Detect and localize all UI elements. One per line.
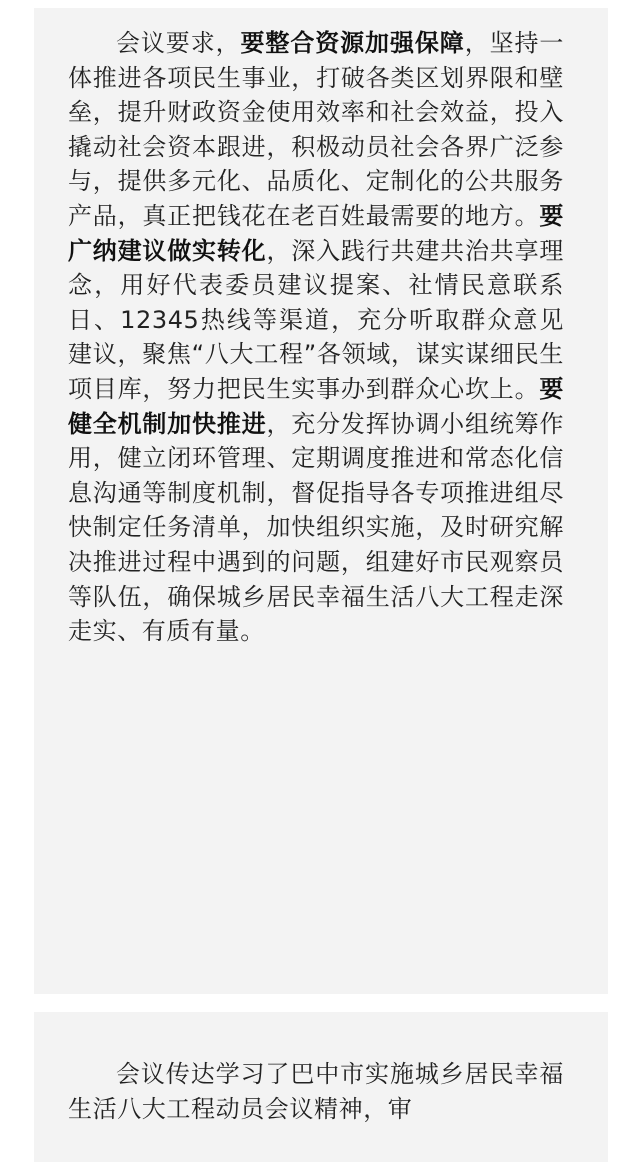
- bold-phrase-resources: 要整合资源加强保障: [240, 29, 465, 57]
- body-text-resources: ，坚持一体推进各项民生事业，打破各类区划界限和壁垒，提升财政资金使用效率和社会效益，投入撬动社会资本跟进，积极动员社会各界广泛参与，提供多元化、品质化、定制化的公共服务产品，真正把钱花在老百姓最需要的地方。: [68, 29, 565, 230]
- lead-text: 会议要求，: [116, 29, 241, 57]
- article-paragraph-requirements: [68, 26, 564, 649]
- body-text-suggestions: ，深入践行共建共治共享理念，用好代表委员建议提案、社情民意联系日、12345热线等渠道，充分听取群众意见建议，聚焦“八大工程”各领域，谋实谋细民生项目库，努力把民生实事办到群众心坎上。: [68, 236, 564, 403]
- article-paragraph-meeting: 会议传达学习了巴中市实施城乡居民幸福生活八大工程动员会议精神，审: [68, 1060, 564, 1123]
- bold-phrase-mechanism: 要健全机制加快推进: [68, 374, 564, 438]
- bottom-fade: [34, 1140, 608, 1162]
- bold-phrase-suggestions: 要广纳建议做实转化: [68, 201, 564, 265]
- body-text-mechanism: ，充分发挥协调小组统筹作用，健立闭环管理、定期调度推进和常态化信息沟通等制度机制，督促指导各专项推进组尽快制定任务清单，加快组织实施，及时研究解决推进过程中遇到的问题，组建好市民观察员等队伍，确保城乡居民幸福生活八大工程走深走实、有质有量。: [68, 409, 564, 646]
